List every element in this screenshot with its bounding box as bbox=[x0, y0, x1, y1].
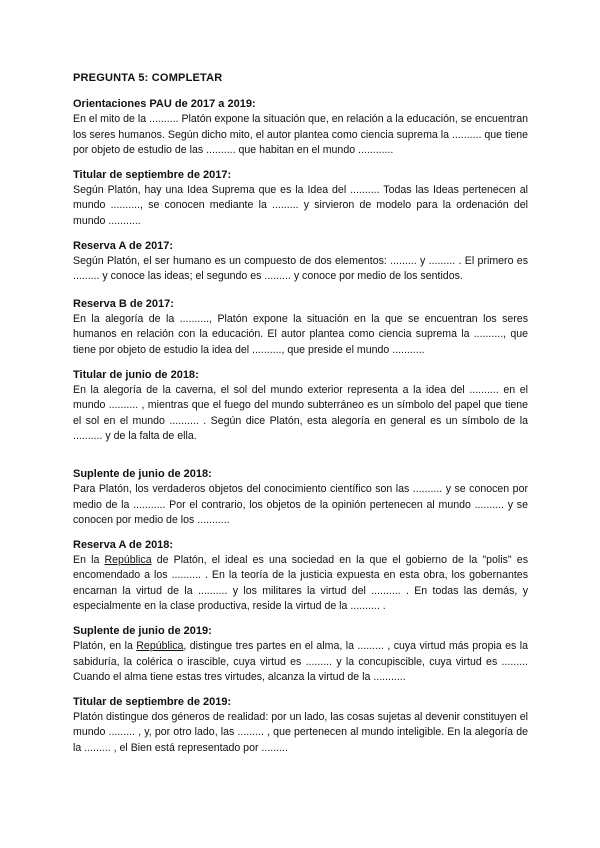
section-text: Platón distingue dos géneros de realidad: por un lado, las cosas sujetas al devenir constituyen el mundo ......... , y, por otro lado, las ......... , que pertenecen al mundo inteligible. En la alegoría de la ......... , el Bien está representado por ......... bbox=[73, 710, 528, 755]
section-text: En el mito de la .......... Platón expone la situación que, en relación a la educación, se encuentran los seres humanos. Según dicho mito, el autor plantea como ciencia suprema la .......... que tiene por objeto de estudio de las .......... que habitan en el mundo ............ bbox=[73, 113, 528, 157]
section-heading: Suplente de junio de 2019: bbox=[73, 625, 212, 638]
section-titular-sept-2017 bbox=[73, 168, 528, 230]
section-reserva-b-2017 bbox=[73, 297, 528, 359]
republica-title: República bbox=[136, 640, 184, 653]
section-heading: Orientaciones PAU de 2017 a 2019: bbox=[73, 98, 256, 110]
section-heading: Titular de septiembre de 2019: bbox=[73, 695, 232, 708]
section-pau-2017-2019 bbox=[73, 97, 528, 159]
section-text: En la República de Platón, el ideal es una sociedad en la que el gobierno de la "polis" es encomendado a los .......... . En la teoría de la justicia expuesta en esta obra, los gobernantes encarnan la virtud de la .......... y los militares la virtud del .......... . En todas las demás, y especialmente en la clase productiva, reside la virtud de la .......... . bbox=[73, 553, 529, 613]
section-text: En la alegoría de la .........., Platón expone la situación en la que se encuentran los seres humanos en relación con la educación. El autor plantea como ciencia suprema la .........., que tiene por objeto de estudio la idea del .........., que preside el mundo ........... bbox=[73, 312, 528, 356]
section-text: Según Platón, hay una Idea Suprema que es la Idea del .......... Todas las Ideas pertenecen al mundo .........., se conocen mediante la ......... y sirvieron de modelo para la ordenación del mundo ........... bbox=[73, 183, 528, 227]
section-text: Para Platón, los verdaderos objetos del conocimiento científico son las .......... y se conocen por medio de la ........... Por el contrario, los objetos de la opinión pertenecen al mundo .......... y se conocen por medio de los ........... bbox=[73, 482, 528, 527]
section-reserva-a-2017 bbox=[73, 239, 528, 285]
section-text: Según Platón, el ser humano es un compuesto de dos elementos: ......... y ......... . El primero es ......... y conoce las ideas; el segundo es ......... y conoce por medio de los sentidos. bbox=[73, 254, 528, 283]
section-heading: Titular de septiembre de 2017: bbox=[73, 168, 232, 181]
section-heading: Reserva A de 2018: bbox=[73, 538, 174, 551]
section-text: En la alegoría de la caverna, el sol del mundo exterior representa a la idea del .......... en el mundo .......... , mientras que el fuego del mundo subterráneo es un símbolo del papel que tiene el sol en el mundo .......... . Según dice Platón, esta alegoría en general es un símbolo de la .......... y de la falta de ella. bbox=[73, 383, 528, 443]
section-heading: Titular de junio de 2018: bbox=[73, 368, 199, 381]
section-text: Platón, en la República, distingue tres partes en el alma, la ......... , cuya virtud más propia es la sabiduría, la colérica o irascible, cuya virtud es ......... y la concupiscible, cuya virtud es ......... Cuando el alma tiene estas tres virtudes, alcanza la virtud de la ........... bbox=[73, 640, 528, 684]
section-titular-junio-2018 bbox=[73, 368, 528, 445]
section-heading: Reserva A de 2017: bbox=[73, 239, 174, 252]
section-suplente-junio-2019 bbox=[73, 624, 528, 686]
document-title: PREGUNTA 5: COMPLETAR bbox=[73, 72, 223, 84]
republica-title: República bbox=[104, 553, 152, 566]
section-suplente-junio-2018 bbox=[73, 467, 528, 529]
section-heading: Reserva B de 2017: bbox=[73, 297, 174, 310]
section-heading: Suplente de junio de 2018: bbox=[73, 467, 212, 480]
document-page bbox=[73, 72, 528, 766]
section-reserva-a-2018 bbox=[73, 538, 528, 615]
section-titular-sept-2019 bbox=[73, 695, 528, 757]
